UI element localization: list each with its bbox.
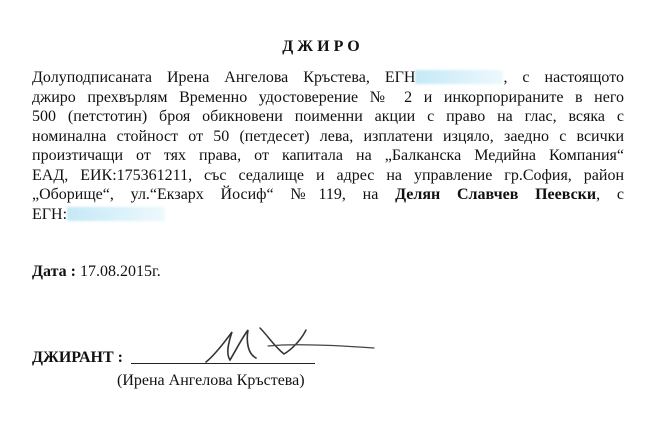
body-line-7 bbox=[32, 185, 624, 205]
date-value: 17.08.2015г. bbox=[79, 263, 161, 280]
body-line-4: номинална стойност от 50 (петдесет) лева, изплатени изцяло, заедно с всички bbox=[32, 127, 624, 145]
body-line-2: джиро прехвърлям Временно удостоверение № 2 и инкорпорираните в него bbox=[32, 88, 624, 106]
body-line-6: ЕАД, ЕИК:175361211, със седалище и адрес на управление гр.София, район bbox=[32, 166, 624, 184]
body-line-8 bbox=[32, 205, 624, 225]
handwritten-signature bbox=[198, 318, 378, 368]
signer-name: (Ирена Ангелова Кръстева) bbox=[117, 372, 305, 389]
body-line-3: 500 (петстотин) броя обикновени поименни акции с право на глас, всяка с bbox=[32, 108, 624, 125]
document-title: ДЖИРО bbox=[282, 38, 364, 55]
date-row bbox=[32, 263, 161, 281]
signer-label: ДЖИРАНТ : bbox=[32, 349, 123, 366]
body-line-1-end: , с настоящото bbox=[503, 69, 625, 86]
redacted-egn-2 bbox=[67, 207, 165, 221]
body-line-5: произтичащи от тях права, от капитала на „Балканска Медийна Компания“ bbox=[32, 147, 624, 164]
egn-label: ЕГН: bbox=[32, 205, 68, 223]
body-line-1 bbox=[32, 68, 624, 88]
date-label: Дата : bbox=[32, 263, 76, 280]
body-line-7-start: „Оборище“, ул.“Екзарх Йосиф“ №119, на bbox=[32, 186, 379, 203]
recipient-name: Делян Славчев Пеевски bbox=[395, 186, 597, 203]
body-line-1-start: Долуподписаната Ирена Ангелова Кръстева, ЕГН bbox=[32, 69, 416, 86]
document-body bbox=[32, 68, 624, 224]
redacted-egn-1 bbox=[415, 70, 503, 84]
body-line-7-end: , с bbox=[596, 186, 624, 203]
